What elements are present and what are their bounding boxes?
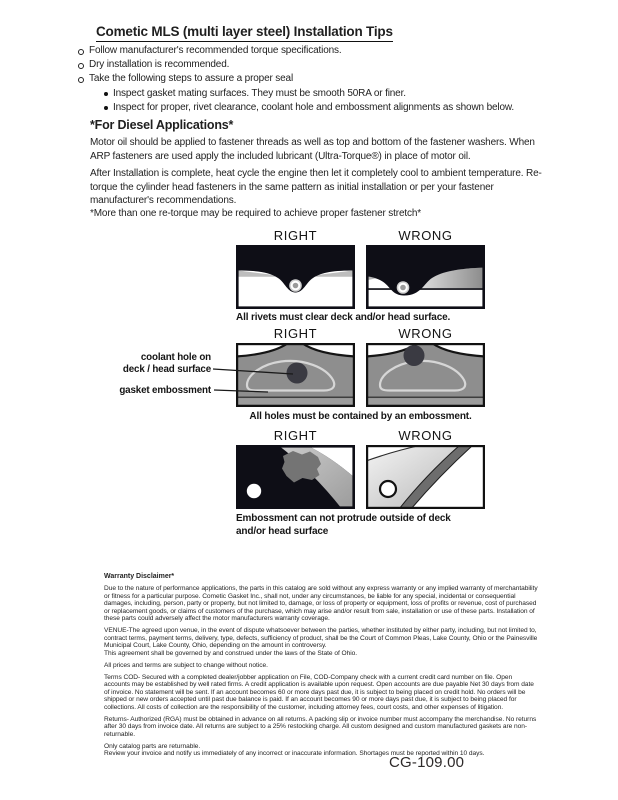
tip-item-label: Follow manufacturer's recommended torque specifications. bbox=[89, 45, 342, 56]
tip-sub-item-label: Inspect for proper, rivet clearance, coolant hole and embossment alignments as shown below. bbox=[113, 101, 515, 113]
figure-row1-caption: All rivets must clear deck and/or head surface. bbox=[236, 312, 451, 323]
open-bullet-icon bbox=[78, 63, 84, 69]
warranty-paragraph: VENUE-The agreed upon venue, in the event of dispute whatsoever between the parties, whether instituted by either party, including, but not limited to, contract terms, payment terms, delivery, type, defects, sufficiency of product, shall be the Court of Common Pleas, Lake County, Ohio or the Painesville Municipal Court, Lake County, Ohio, depending on the amount in controversy. bbox=[104, 627, 538, 649]
warranty-paragraph: Review your invoice and notify us immediately of any incorrect or inaccurate information. Shortages must be reported within 10 days. bbox=[104, 750, 485, 757]
tip-sub-item bbox=[78, 87, 558, 101]
figure-row3-caption bbox=[236, 513, 466, 538]
tip-item bbox=[78, 44, 558, 58]
open-bullet-icon bbox=[78, 49, 84, 55]
page-code: CG-109.00 bbox=[389, 754, 465, 771]
figure-protrude-right bbox=[236, 445, 355, 509]
figure-row1-wrong-label: WRONG bbox=[398, 228, 453, 243]
figure-row3-caption-line2: and/or head surface bbox=[236, 525, 329, 537]
figure-row1-right-label: RIGHT bbox=[273, 228, 318, 243]
figure-rivet-wrong bbox=[366, 245, 485, 309]
gasket-embossment-callout: gasket embossment bbox=[119, 385, 211, 396]
warranty-paragraph: Due to the nature of performance applications, the parts in this catalog are sold without any express warranty or any implied warranty of merchantability or fitness for a particular purpose. Cometic Gasket Inc., shall not, under any circumstances, be liable for any special, incidental or consequential damages, including, person, party or property, but not limited to, damage, or loss of property or equipment, loss of profits or revenue, cost of purchased or replacement goods, or claims of customers of the purchase, which may arise and/or result from sale, installation or use of these parts. Installation of these parts could adversely affect the motor manufacturers warranty coverage. bbox=[104, 585, 538, 622]
tip-item-label: Dry installation is recommended. bbox=[89, 59, 230, 71]
warranty-paragraph: Returns- Authorized (RGA) must be obtained in advance on all returns. A packing slip or invoice number must accompany the merchandise. No returns after 30 days from invoice date. All returns are subject to a 25% restocking charge. All custom designed and custom manufactured gaskets are non-returnable. bbox=[104, 715, 537, 738]
diesel-paragraph-2: After Installation is complete, heat cycle the engine then let it completely cool to ambient temperature. Re-torque the cylinder head fasteners in the same pattern as initial installation or per your fastener manufacturer's recommendations. bbox=[90, 168, 542, 207]
figure-row2-right-label: RIGHT bbox=[273, 326, 318, 341]
coolant-hole-callout-line1: coolant hole on bbox=[140, 352, 211, 363]
filled-bullet-icon bbox=[104, 92, 108, 96]
open-bullet-icon bbox=[78, 77, 84, 83]
diesel-heading: *For Diesel Applications* bbox=[90, 118, 234, 132]
warranty-paragraph: Only catalog parts are returnable. bbox=[104, 742, 201, 750]
filled-bullet-icon bbox=[104, 106, 108, 110]
tip-sub-item-label: Inspect gasket mating surfaces. They must be smooth 50RA or finer. bbox=[113, 87, 406, 99]
warranty-disclaimer bbox=[104, 573, 538, 758]
tip-item bbox=[78, 58, 558, 72]
tip-item-label: Take the following steps to assure a proper seal bbox=[89, 73, 294, 85]
figure-row2-wrong-label: WRONG bbox=[398, 326, 453, 341]
tips-list bbox=[78, 44, 558, 115]
figure-row3-caption-line1: Embossment can not protrude outside of deck bbox=[236, 513, 451, 524]
retorque-note: *More than one re-torque may be required to achieve proper fastener stretch* bbox=[90, 208, 422, 219]
figure-protrude-wrong bbox=[366, 445, 485, 509]
warranty-paragraph: Terms COD- Secured with a completed dealer/jobber application on File, COD-Company check with a current credit card number on file. Open accounts may be established by well rated firms. A credit application is available upon request. Open accounts are due payable Net 30 days from date of invoice. No statement will be sent. If an account becomes 60 or more days past due, it is subject to being placed on credit hold. No orders will be shipped or new orders accepted until past due balance is paid. If an account becomes 90 or more days past due, it is subject to being placed for collections. All costs of collection are the responsibility of the customer, including attorney fees, court costs, and other expenses of litigation. bbox=[104, 673, 534, 711]
tip-sub-item bbox=[78, 101, 558, 115]
figure-row3-wrong-label: WRONG bbox=[398, 428, 453, 443]
leader-lines bbox=[100, 350, 350, 405]
figure-row3-right-label: RIGHT bbox=[273, 428, 318, 443]
figure-row2-caption: All holes must be contained by an embossment. bbox=[249, 411, 472, 422]
coolant-hole-callout-line2: deck / head surface bbox=[122, 363, 211, 375]
diesel-paragraph-1: Motor oil should be applied to fastener threads as well as top and bottom of the fastener washers. When ARP fasteners are used apply the included lubricant (Ultra-Torque®) in place of motor oil. bbox=[90, 137, 535, 162]
warranty-paragraph: This agreement shall be governed by and construed under the laws of the State of Ohio. bbox=[104, 649, 358, 657]
figure-embossment-wrong bbox=[366, 343, 485, 407]
page-title: Cometic MLS (multi layer steel) Installation Tips bbox=[96, 24, 393, 42]
warranty-heading: Warranty Disclaimer* bbox=[104, 573, 175, 580]
figure-rivet-right bbox=[236, 245, 355, 309]
tip-item bbox=[78, 72, 558, 86]
warranty-paragraph: All prices and terms are subject to change without notice. bbox=[104, 661, 268, 669]
